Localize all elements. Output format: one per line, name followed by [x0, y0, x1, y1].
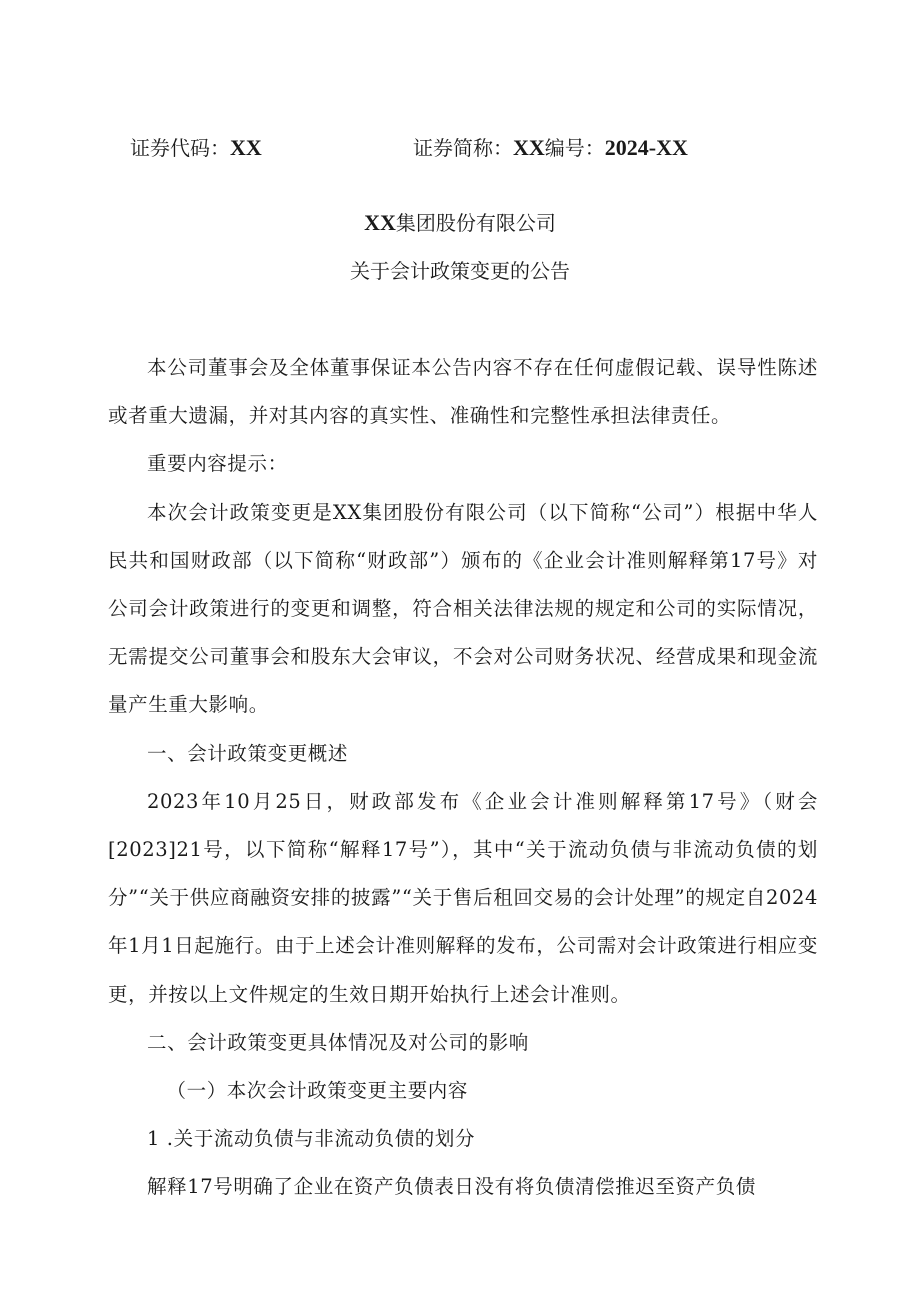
paragraph-key-points: 本次会计政策变更是XX集团股份有限公司（以下简称“公司”）根据中华人民共和国财政部（以下简称“财政部”）颁布的《企业会计准则解释第17号》对公司会计政策进行的变更和调整，符合相关法律法规的规定和公司的实际情况，无需提交公司董事会和股东大会审议，不会对公司财务状况、经营成果和现金流量产生重大影响。 [108, 500, 818, 717]
securities-abbreviation-label: 证券简称： [413, 136, 513, 160]
paragraph-interpretation-17: 解释17号明确了企业在资产负债表日没有将负债清偿推迟至资产负债 [147, 1175, 756, 1199]
subsection-heading-1: （一）本次会计政策变更主要内容 [166, 1079, 469, 1103]
securities-abbreviation-value: XX [513, 135, 545, 160]
announcement-title: 关于会计政策变更的公告 [350, 259, 570, 283]
securities-code [130, 133, 262, 163]
announcement-header [130, 133, 770, 163]
announcement-body [108, 344, 818, 1212]
section-heading-2: 二、会计政策变更具体情况及对公司的影响 [147, 1030, 529, 1054]
company-name [0, 208, 920, 238]
paragraph-statement: 本公司董事会及全体董事保证本公告内容不存在任何虚假记载、误导性陈述或者重大遗漏，并对其内容的真实性、准确性和完整性承担法律责任。 [108, 356, 818, 428]
item-heading-1: 1 .关于流动负债与非流动负债的划分 [147, 1127, 476, 1151]
section-heading-1: 一、会计政策变更概述 [147, 741, 349, 765]
announcement-number-value: 2024-XX [604, 135, 688, 160]
paragraph-overview: 2023年10月25日，财政部发布《企业会计准则解释第17号》（财会[2023]21号，以下简称“解释17号”），其中“关于流动负债与非流动负债的划分”“关于供应商融资安排的披露”“关于售后租回交易的会计处理”的规定自2024年1月1日起施行。由于上述会计准则解释的发布，公司需对会计政策进行相应变更，并按以上文件规定的生效日期开始执行上述会计准则。 [108, 789, 818, 1006]
company-name-suffix: 集团股份有限公司 [395, 211, 556, 235]
securities-code-label: 证券代码： [130, 136, 230, 160]
announcement-number-label: 编号： [544, 136, 605, 160]
securities-abbreviation [413, 133, 688, 163]
company-name-prefix: XX [364, 210, 396, 235]
paragraph-key-points-heading: 重要内容提示： [147, 452, 288, 476]
securities-code-value: XX [230, 135, 262, 160]
